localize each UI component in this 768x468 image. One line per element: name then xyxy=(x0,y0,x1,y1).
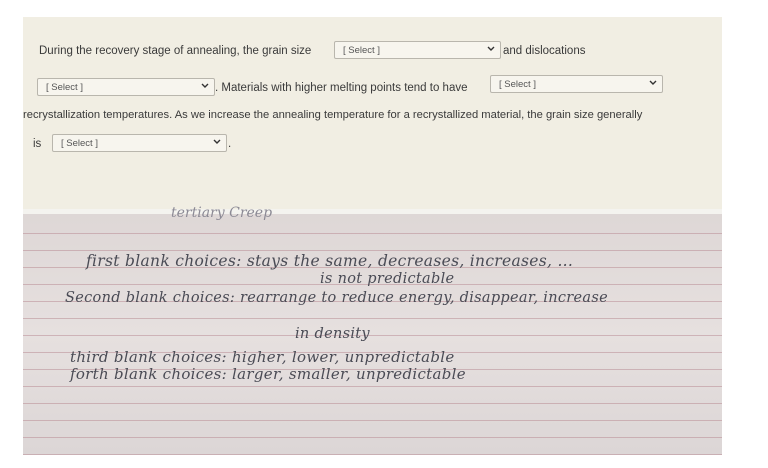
dropdown-value: [ Select ] xyxy=(61,138,98,149)
chevron-down-icon xyxy=(648,77,658,89)
dropdown-value: [ Select ] xyxy=(499,79,536,90)
notes-line-4: in density xyxy=(295,326,370,342)
notes-line-2: is not predictable xyxy=(320,271,455,287)
dislocations-dropdown[interactable] xyxy=(37,78,215,96)
notes-line-3: Second blank choices: rearrange to reduce energy, disappear, increase xyxy=(65,290,608,306)
handwritten-notes xyxy=(23,205,722,455)
dropdown-value: [ Select ] xyxy=(343,45,380,56)
notes-line-6: forth blank choices: larger, smaller, unpredictable xyxy=(70,365,466,383)
grain-size-trend-dropdown[interactable] xyxy=(52,134,227,152)
quiz-question-panel xyxy=(23,17,722,211)
notes-header-partial: tertiary Creep xyxy=(171,205,273,221)
question-text-5: is xyxy=(33,138,42,150)
notes-line-1: first blank choices: stays the same, decreases, increases, ... xyxy=(86,252,574,270)
chevron-down-icon xyxy=(200,80,210,92)
question-text-1: During the recovery stage of annealing, the grain size xyxy=(39,45,312,57)
question-text-6: . xyxy=(228,138,232,150)
chevron-down-icon xyxy=(212,136,222,148)
grain-size-dropdown[interactable] xyxy=(334,41,501,59)
question-text-2: and dislocations xyxy=(503,45,586,57)
recrystallization-temperature-dropdown[interactable] xyxy=(490,75,663,93)
question-text-4: recrystallization temperatures. As we increase the annealing temperature for a recrystallized material, the grain size generally xyxy=(23,109,643,121)
chevron-down-icon xyxy=(486,43,496,55)
dropdown-value: [ Select ] xyxy=(46,82,83,93)
question-text-3: . Materials with higher melting points tend to have xyxy=(215,82,468,94)
notes-line-5: third blank choices: higher, lower, unpredictable xyxy=(70,348,455,366)
